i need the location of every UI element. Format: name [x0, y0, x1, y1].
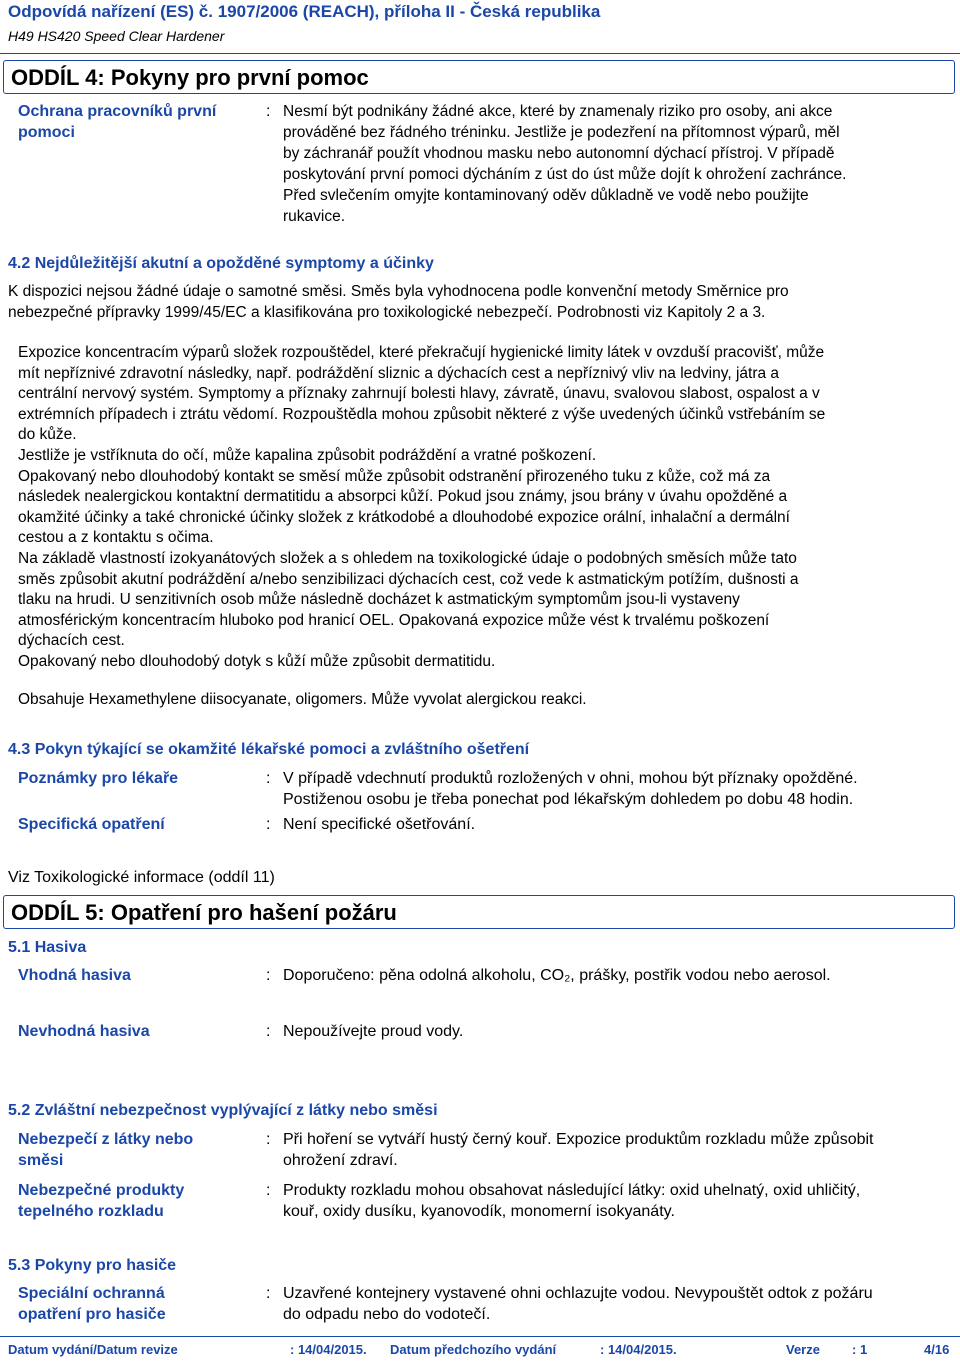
s42-line: cestou a z kontaktu s očima.	[18, 529, 214, 547]
footer-version-label: Verze	[786, 1342, 820, 1357]
protection-line: poskytování první pomoci dýcháním z úst do úst může dojít k ohrožení zachránce.	[283, 166, 847, 183]
firefighter-line: Uzavřené kontejnery vystavené ohni ochlazujte vodou. Nevypouštět odtok z požáru	[283, 1285, 873, 1302]
notes-colon: :	[266, 770, 271, 787]
decomposition-label-line2: tepelného rozkladu	[18, 1203, 164, 1220]
subsection-4-3-title: 4.3 Pokyn týkající se okamžité lékařské pomoci a zvláštního ošetření	[8, 741, 530, 758]
firefighter-label-line1: Speciální ochranná	[18, 1285, 165, 1302]
protection-line: Nesmí být podnikány žádné akce, které by znamenaly riziko pro osoby, ani akce	[283, 103, 833, 120]
subsection-5-2-title: 5.2 Zvláštní nebezpečnost vyplývající z látky nebo směsi	[8, 1102, 438, 1119]
s42-line: tlaku na hrudi. U senzitivních osob může následně docházet k astmatickým symptomům jsou-li vystaveny	[18, 591, 740, 609]
footer-version-value: : 1	[852, 1342, 868, 1357]
specific-colon: :	[266, 816, 271, 833]
firefighter-line: do odpadu nebo do vodotečí.	[283, 1306, 491, 1323]
s42-line: Opakovaný nebo dlouhodobý kontakt se směsí může způsobit odstranění přirozeného tuku z kůže, což má za	[18, 467, 771, 485]
suitable-colon: :	[266, 967, 271, 984]
firefighter-colon: :	[266, 1285, 271, 1302]
suitable-label: Vhodná hasiva	[18, 967, 131, 984]
footer-prev-label: Datum předchozího vydání	[390, 1342, 557, 1357]
subsection-5-1-title: 5.1 Hasiva	[8, 939, 87, 956]
protection-label-line1: Ochrana pracovníků první	[18, 103, 217, 120]
decomposition-text	[283, 1180, 953, 1222]
suitable-text-post: prášky, postřik vodou nebo aerosol.	[574, 967, 831, 984]
header-divider	[0, 53, 960, 54]
hazard-line: Při hoření se vytváří hustý černý kouř. Expozice produktům rozkladu může způsobit	[283, 1131, 874, 1148]
s42-paragraph-3: Obsahuje Hexamethylene diisocyanate, oligomers. Může vyvolat alergickou reakci.	[18, 691, 587, 708]
footer-issue-label: Datum vydání/Datum revize	[8, 1342, 178, 1357]
protection-line: rukavice.	[283, 208, 346, 225]
protection-line: prováděné bez řádného tréninku. Jestliže je podezření na přítomnost výparů, měl	[283, 124, 840, 141]
header-product: H49 HS420 Speed Clear Hardener	[8, 28, 225, 44]
unsuitable-value: Nepoužívejte proud vody.	[283, 1023, 464, 1040]
decomposition-label	[18, 1180, 184, 1222]
s42-line: Na základě vlastností izokyanátových složek a s ohledem na toxikologické údaje o podobných směsích může tato	[18, 549, 797, 567]
unsuitable-colon: :	[266, 1023, 271, 1040]
footer-prev-value: : 14/04/2015.	[600, 1342, 677, 1357]
s42-line: Expozice koncentracím výparů složek rozpouštědel, které překračují hygienické limity látek v ovzduší pracovišť, může	[18, 344, 825, 361]
s42-line: mít nepříznivé zdravotní následky, např. podráždění sliznic a dýchacích cest a nepříznivý vliv na ledviny, játra a	[18, 364, 780, 382]
footer-divider	[0, 1336, 960, 1337]
section-4-title: ODDÍL 4: Pokyny pro první pomoc	[3, 60, 955, 94]
hazard-label-line2: směsi	[18, 1152, 64, 1169]
specific-value: Není specifické ošetřování.	[283, 816, 476, 833]
subsection-5-3-title: 5.3 Pokyny pro hasiče	[8, 1257, 177, 1274]
header-regulation: Odpovídá nařízení (ES) č. 1907/2006 (REACH), příloha II - Česká republika	[8, 2, 601, 21]
protection-line: by záchranář použít vhodnou masku nebo autonomní dýchací přístroj. V případě	[283, 145, 835, 162]
hazard-colon: :	[266, 1131, 271, 1148]
specific-label: Specifická opatření	[18, 816, 165, 833]
hazard-label	[18, 1129, 193, 1171]
s42-line: centrální nervový systém. Symptomy a příznaky zahrnují bolesti hlavy, závratě, únavu, svalovou slabost, ospalost a v	[18, 385, 820, 403]
suitable-value	[283, 965, 831, 986]
suitable-text-pre: Doporučeno: pěna odolná alkoholu,	[283, 967, 541, 984]
s42-line: nebezpečné přípravky 1999/45/EC a klasifikována pro toxikologické nebezpečí. Podrobnosti viz Kapitoly 2 a 3.	[8, 303, 766, 321]
s42-line: směs způsobit akutní podráždění a/nebo senzibilizaci dýchacích cest, což vede k astmatickým potížím, dušnosti a	[18, 570, 799, 588]
protection-line: Před svlečením omyjte kontaminovaný oděv důkladně ve vodě nebo použijte	[283, 187, 809, 204]
decomposition-colon: :	[266, 1182, 271, 1199]
s42-line: následek nealergickou kontaktní dermatitidu a absorpci kůží. Pokud jsou známy, jsou brány v úvahu opožděné a	[18, 488, 788, 506]
section-5-title: ODDÍL 5: Opatření pro hašení požáru	[3, 895, 955, 929]
s42-line: atmosférickým koncentracím hluboko pod hranicí OEL. Opakovaná expozice může vést k trvalému poškození	[18, 611, 770, 629]
firefighter-text	[283, 1283, 953, 1325]
notes-line: V případě vdechnutí produktů rozložených v ohni, mohou být příznaky opožděné.	[283, 770, 858, 787]
decomposition-label-line1: Nebezpečné produkty	[18, 1182, 185, 1199]
s42-line: K dispozici nejsou žádné údaje o samotné směsi. Směs byla vyhodnocena podle konvenční metody Směrnice pro	[8, 283, 789, 300]
s42-paragraph-1	[8, 282, 943, 323]
notes-text	[283, 768, 953, 810]
tox-reference: Viz Toxikologické informace (oddíl 11)	[8, 869, 275, 886]
s42-paragraph-2	[18, 343, 953, 673]
protection-label-line2: pomoci	[18, 124, 75, 141]
decomposition-line: kouř, oxidy dusíku, kyanovodík, monomerní isokyanáty.	[283, 1203, 675, 1220]
s42-line: okamžité účinky a také chronické účinky složek z krátkodobé a dlouhodobé expozice orální, inhalační a dermální	[18, 508, 790, 526]
decomposition-line: Produkty rozkladu mohou obsahovat následující látky: oxid uhelnatý, oxid uhličitý,	[283, 1182, 861, 1199]
footer-page-number: 4/16	[924, 1342, 950, 1357]
subsection-4-2-title: 4.2 Nejdůležitější akutní a opožděné symptomy a účinky	[8, 255, 434, 272]
protection-text	[283, 101, 953, 227]
footer-issue-value: : 14/04/2015.	[290, 1342, 367, 1357]
firefighter-label	[18, 1283, 166, 1325]
notes-label: Poznámky pro lékaře	[18, 770, 179, 787]
s42-line: Opakovaný nebo dlouhodobý dotyk s kůží může způsobit dermatitidu.	[18, 652, 496, 670]
hazard-label-line1: Nebezpečí z látky nebo	[18, 1131, 194, 1148]
protection-label	[18, 101, 216, 143]
hazard-line: ohrožení zdraví.	[283, 1152, 398, 1169]
protection-colon: :	[266, 103, 271, 120]
s42-line: dýchacích cest.	[18, 632, 125, 650]
s42-line: Jestliže je vstříknuta do očí, může kapalina způsobit podráždění a vratné poškození.	[18, 446, 597, 464]
firefighter-label-line2: opatření pro hasiče	[18, 1306, 166, 1323]
notes-line: Postiženou osobu je třeba ponechat pod lékařským dohledem po dobu 48 hodin.	[283, 791, 854, 808]
s42-line: do kůže.	[18, 426, 77, 444]
s42-line: extrémních případech i ztrátu vědomí. Rozpouštědla mohou způsobit některé z výše uvedených účinků vstřebáním se	[18, 405, 826, 423]
unsuitable-label: Nevhodná hasiva	[18, 1023, 150, 1040]
co2-formula: CO₂,	[540, 967, 575, 984]
hazard-text	[283, 1129, 953, 1171]
